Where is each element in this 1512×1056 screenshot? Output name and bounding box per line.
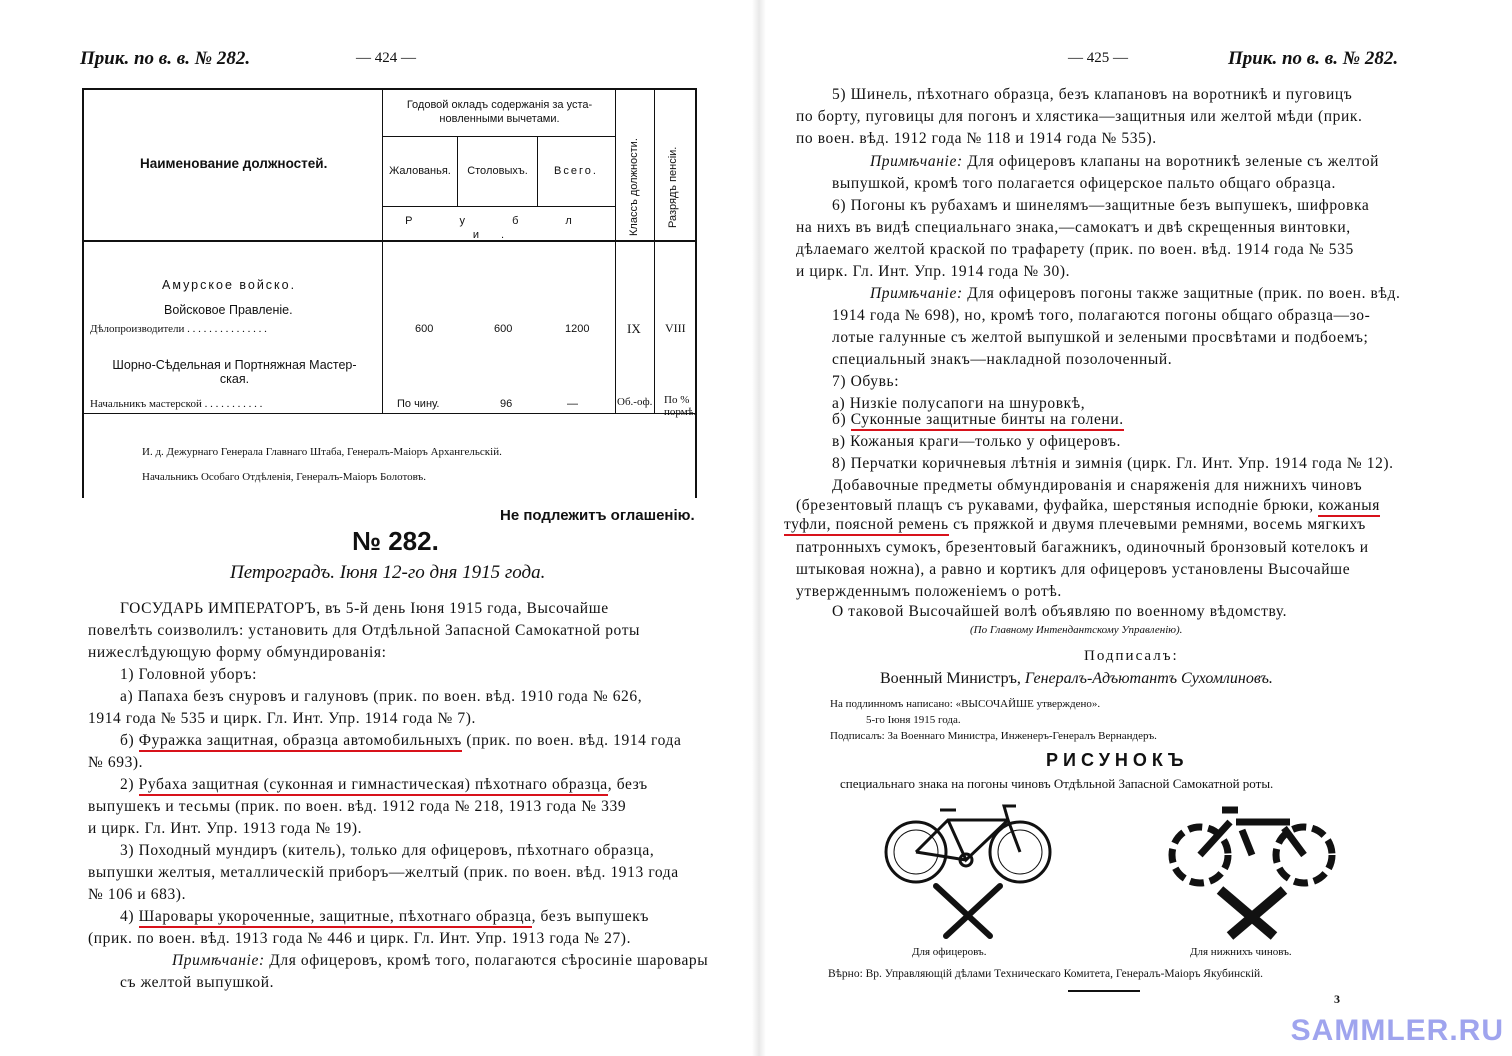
right-line-1: 5) Шинель, пѣхотнаго образца, безъ клапановъ на воротникѣ и пуговицъ: [832, 86, 1353, 103]
left-line-8: № 693).: [88, 754, 144, 771]
left-line-3: нижеслѣдующую форму обмундированія:: [88, 644, 387, 661]
right-line-7: на нихъ въ видѣ специальнаго знака,—самокатъ и двѣ скрещенныя винтовки,: [796, 219, 1351, 236]
highlight-shoes-belt: туфли, поясной ремень: [784, 516, 949, 536]
item-4-prefix: 4): [120, 908, 135, 925]
item-4-rest: , безъ выпушекъ: [531, 908, 649, 925]
col-header-name: Наименование должностей.: [140, 156, 328, 171]
left-line-10: выпушекъ и тесьмы (прик. по воен. вѣд. 1912 года № 218, 1913 года № 339: [88, 798, 627, 815]
right-note-label-1: Примѣчаніе:: [870, 153, 963, 170]
highlight-trousers: Шаровары укороченные, защитные, пѣхотнаго образца: [139, 908, 532, 928]
minister-title: Военный Министръ,: [880, 670, 1021, 687]
source-note: (По Главному Интендантскому Управленію).: [970, 624, 1183, 636]
row1-pension: VIII: [665, 321, 686, 335]
row1-pay: 600: [415, 323, 434, 335]
right-line-18: 8) Перчатки коричневыя лѣтнія и зимнія (цирк. Гл. Инт. Упр. 1914 года № 12).: [832, 455, 1394, 472]
col-header-salary-line2: новленными вычетами.: [439, 113, 560, 125]
left-line-11: и цирк. Гл. Инт. Упр. 1913 года № 19).: [88, 820, 363, 837]
right-line-8: дѣлаемаго желтой краской по трафарету (прик. по воен. вѣд. 1914 года № 535: [796, 241, 1354, 258]
right-line-21-text: съ пряжкой и двумя плечевыми ремнями, восемь мягкихъ: [953, 516, 1366, 533]
right-line-23: штыковая ножна), а равно и кортикъ для офицеровъ установлены Высочайше: [796, 561, 1351, 578]
left-line-17: [172, 952, 708, 970]
page-mark: 3: [1334, 992, 1340, 1006]
closing-rule: [1068, 990, 1140, 992]
col-header-salary: [387, 98, 612, 126]
highlight-shirt: Рубаха защитная (суконная и гимнастическая) пѣхотнаго образца: [139, 776, 608, 796]
item-b-rest: (прик. по воен. вѣд. 1914 года: [466, 732, 682, 749]
left-line-4: 1) Головной уборъ:: [120, 666, 258, 683]
figure-title: РИСУНОКЪ: [1046, 750, 1189, 770]
right-line-15: а) Низкіе полусапоги на шнуровкѣ,: [832, 395, 1086, 412]
right-line-13: специальный знакъ—накладной позолоченный.: [832, 351, 1173, 368]
row1-name: Дѣлопроизводители . . . . . . . . . . . . . . .: [90, 323, 267, 335]
right-line-6: 6) Погоны къ рубахамъ и шинелямъ—защитные безъ выпушекъ, шифровка: [832, 197, 1370, 214]
original-note-2: 5-го Іюня 1915 года.: [866, 714, 961, 726]
right-note-text-1: Для офицеровъ клапаны на воротникѣ зеленые съ желтой: [967, 153, 1380, 170]
left-line-6: 1914 года № 535 и цирк. Гл. Инт. Упр. 1914 года № 7).: [88, 710, 476, 727]
row2-pension: [664, 394, 696, 418]
left-line-13: выпушки желтыя, металлическій приборъ—желтый (прик. по воен. вѣд. 1913 года: [88, 864, 679, 881]
subsection-title-2-line2: ская.: [219, 372, 250, 386]
right-line-5: выпушкой, кромѣ того полагается офицерское пальто общаго образца.: [832, 175, 1336, 192]
left-line-18: съ желтой выпушкой.: [120, 974, 275, 991]
right-line-9: и цирк. Гл. Инт. Упр. 1914 года № 30).: [796, 263, 1071, 280]
right-line-24: утвержденнымъ положеніемъ о ротѣ.: [796, 583, 1062, 600]
signed-label: Подписалъ:: [1084, 648, 1179, 664]
right-line-14: 7) Обувь:: [832, 373, 900, 390]
personnel-table: [82, 88, 697, 498]
right-line-21: [784, 516, 1366, 534]
fig-label-lower-ranks: Для нижнихъ чиновъ.: [1190, 946, 1292, 958]
row2-pension-line1: По %: [664, 394, 690, 406]
left-line-16: (прик. по воен. вѣд. 1913 года № 446 и цирк. Гл. Инт. Упр. 1913 года № 27).: [88, 930, 632, 947]
right-line-16: [832, 411, 1124, 429]
col-header-table-money: Столовыхъ.: [467, 165, 528, 177]
place-date: Петроградъ. Іюня 12-го дня 1915 года.: [230, 562, 546, 583]
subsection-title-2: [92, 358, 377, 386]
order-number: № 282.: [352, 526, 439, 556]
left-line-1: ГОСУДАРЬ ИМПЕРАТОРЪ, въ 5-й день Іюня 1915 года, Высочайше: [120, 600, 609, 617]
highlight-leather: кожаныя: [1318, 497, 1380, 517]
right-line-3: по воен. вѣд. 1912 года № 118 и 1914 года № 535).: [796, 130, 1157, 147]
col-header-units: Р у б л и.: [405, 215, 594, 241]
right-page: [760, 0, 1512, 1056]
officers-badge-figure: [878, 800, 1058, 940]
item-2-rest: , безъ: [607, 776, 648, 793]
left-line-5: а) Папаха безъ снуровъ и галуновъ (прик. по воен. вѣд. 1910 года № 626,: [120, 688, 643, 705]
right-header-title: Прик. по в. в. № 282.: [1228, 48, 1399, 69]
lower-ranks-badge-figure: [1162, 800, 1342, 940]
right-note-label-2: Примѣчаніе:: [870, 285, 963, 302]
left-header-title: Прик. по в. в. № 282.: [80, 48, 251, 69]
subsection-title-1: Войсковое Правленіе.: [164, 303, 293, 317]
row2-pension-line2: пормѣ.: [664, 406, 697, 418]
row2-total: —: [567, 398, 578, 410]
right-item-b-prefix: б): [832, 411, 847, 428]
note-text: Для офицеровъ, кромѣ того, полагаются сѣросиніе шаровары: [269, 952, 709, 969]
highlight-puttees: Суконные защитные бинты на голени.: [851, 411, 1124, 431]
row2-class: Об.-оф.: [617, 396, 653, 408]
col-header-pension: Разрядъ пенсіи.: [667, 146, 679, 228]
row1-class: IX: [627, 321, 641, 336]
right-line-12: лотые галунные съ желтой выпушкой и зелеными просвѣтами и подбоемъ;: [832, 329, 1369, 346]
original-note-3: Подписалъ: За Военнаго Министра, Инженеръ-Генералъ Вернандеръ.: [830, 730, 1157, 742]
original-note-1: На подлинномъ написано: «ВЫСОЧАЙШЕ утверждено».: [830, 698, 1101, 710]
right-line-10: [870, 285, 1400, 303]
row2-table-money: 96: [500, 398, 513, 410]
not-announce-note: Не подлежитъ оглашенію.: [500, 507, 695, 524]
row2-name: Начальникъ мастерской . . . . . . . . . . .: [90, 398, 263, 410]
right-line-22: патронныхъ сумокъ, брезентовый багажникъ, одиночный бронзовый котелокъ и: [796, 539, 1369, 556]
row1-table-money: 600: [494, 323, 513, 335]
minister-name: Генералъ-Адъютантъ Сухомлиновъ.: [1024, 670, 1273, 687]
right-line-11: 1914 года № 698), но, кромѣ того, полагаются погоны общаго образца—зо-: [832, 307, 1371, 324]
figure-caption: специальнаго знака на погоны чиновъ Отдѣльной Запасной Самокатной роты.: [840, 776, 1274, 791]
fig-label-officers: Для офицеровъ.: [912, 946, 987, 958]
verification-line: Вѣрно: Вр. Управляющій дѣлами Техническаго Комитета, Генералъ-Маіоръ Якубинскій.: [828, 968, 1264, 980]
right-page-number: — 425 —: [1068, 50, 1128, 66]
right-line-25: О таковой Высочайшей волѣ объявляю по военному вѣдомству.: [832, 603, 1288, 620]
right-line-4: [870, 153, 1379, 171]
signature-line-1: И. д. Дежурнаго Генерала Главнаго Штаба, Генералъ-Маіоръ Архангельскій.: [142, 446, 502, 458]
col-header-class: Классъ должности.: [628, 138, 640, 236]
row2-pay: По чину.: [397, 398, 440, 410]
left-line-12: 3) Походный мундиръ (китель), только для офицеровъ, пѣхотнаго образца,: [120, 842, 655, 859]
signature-line-2: Начальникъ Особаго Отдѣленія, Генералъ-Маіоръ Болотовъ.: [142, 471, 426, 483]
col-header-salary-line1: Годовой окладъ содержанія за уста-: [406, 99, 593, 111]
right-line-20-text: (брезентовый плащъ съ рукавами, фуфайка, шерстяныя исподніе брюки,: [796, 497, 1314, 514]
right-note-text-2: Для офицеровъ погоны также защитные (прик. по воен. вѣд.: [967, 285, 1401, 302]
highlight-cap: Фуражка защитная, образца автомобильныхъ: [139, 732, 462, 752]
item-b-prefix: б): [120, 732, 135, 749]
item-2-prefix: 2): [120, 776, 135, 793]
watermark-logo: SAMMLER.RU: [1290, 1014, 1504, 1047]
minister-line: [880, 670, 1273, 688]
left-line-14: № 106 и 683).: [88, 886, 187, 903]
right-line-19: Добавочные предметы обмундированія и снаряженія для нижнихъ чиновъ: [832, 477, 1363, 494]
left-page-number: — 424 —: [356, 50, 416, 66]
subsection-title-2-line1: Шорно-Сѣдельная и Портняжная Мастер-: [112, 358, 357, 372]
right-line-20: [796, 497, 1380, 515]
left-line-2: повелѣть соизволилъ: установить для Отдѣльной Запасной Самокатной роты: [88, 622, 641, 639]
left-line-7: [120, 732, 681, 750]
note-label: Примѣчаніе:: [172, 952, 265, 969]
left-line-15: [120, 908, 649, 926]
left-line-9: [120, 776, 648, 794]
col-header-pay: Жалованья.: [389, 165, 451, 177]
right-line-17: в) Кожаныя краги—только у офицеровъ.: [832, 433, 1121, 450]
right-line-2: по борту, пуговицы для погонъ и хлястика—защитныя или желтой мѣди (прик.: [796, 108, 1363, 125]
col-header-total: Всего.: [554, 165, 598, 177]
section-title: Амурское войско.: [162, 278, 297, 292]
row1-total: 1200: [565, 323, 590, 335]
